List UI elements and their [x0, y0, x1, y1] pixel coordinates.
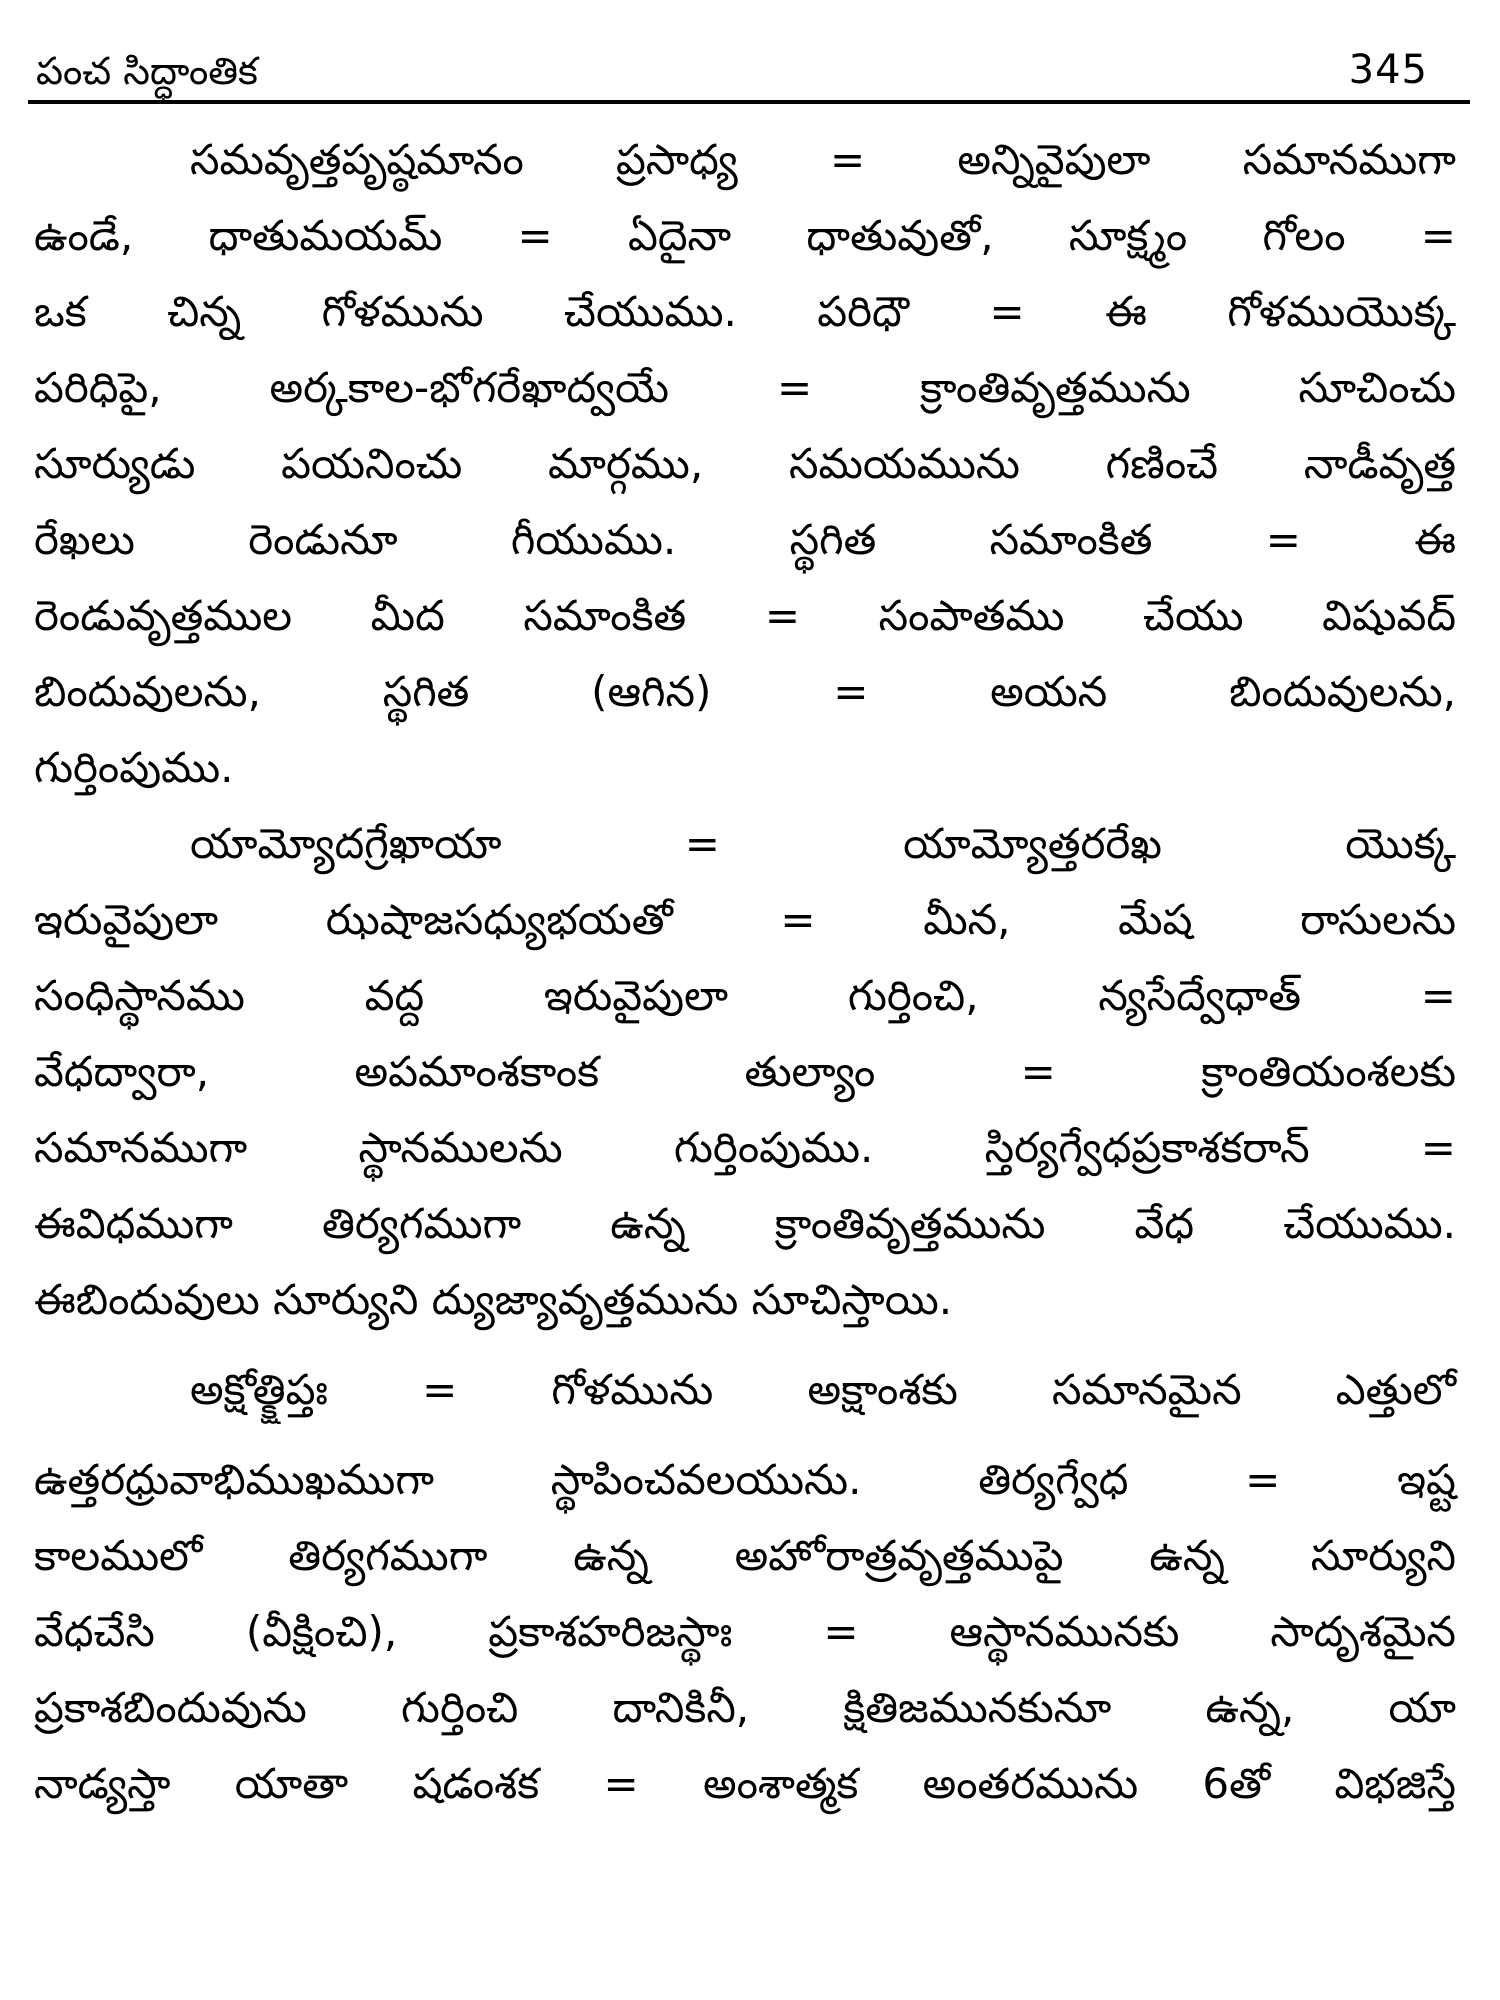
text-line: పరిధిపై, అర్కకాల-భోగరేఖాద్వయే = క్రాంతివృత్తమును సూచించు — [34, 363, 1456, 412]
paragraph-1 — [34, 122, 1456, 806]
text-line: గుర్తింపుము. — [34, 743, 234, 792]
text-line: బిందువులను, స్థగిత (ఆగిన) = అయన బిందువులను, — [34, 667, 1456, 716]
paragraph-3 — [34, 1352, 1456, 1822]
text-line: యామ్యోదగ్రేఖాయా = యామ్యోత్తరరేఖ యొక్క — [190, 819, 1456, 868]
text-line: రెండువృత్తముల మీద సమాంకిత = సంపాతము చేయు విషువద్ — [34, 591, 1456, 640]
text-line: నాడ్యస్తా యాతా షడంశక = అంశాత్మక అంతరమును 6తో విభజిస్తే — [34, 1759, 1456, 1808]
text-line: సూర్యుడు పయనించు మార్గము, సమయమును గణించే నాడీవృత్త — [34, 439, 1456, 488]
text-line: అక్షోత్క్షిప్తః = గోళమును అక్షాంశకు సమానమైన ఎత్తులో — [190, 1365, 1456, 1414]
text-line: ఉత్తరధ్రువాభిముఖముగా స్థాపించవలయును. తిర్యగ్వేధ = ఇష్ట — [34, 1455, 1456, 1504]
body-text — [34, 122, 1456, 1822]
text-line: సంధిస్థానము వద్ద ఇరువైపులా గుర్తించి, న్యసేద్వేధాత్ = — [34, 971, 1456, 1020]
text-line: వేధద్వారా, అపమాంశకాంక తుల్యాం = క్రాంతియంశలకు — [34, 1047, 1456, 1096]
running-title: పంచ సిద్ధాంతిక — [36, 49, 258, 93]
text-line: వేధచేసి (వీక్షించి), ప్రకాశహరిజస్థాః = ఆస్థానమునకు సాదృశమైన — [34, 1607, 1456, 1656]
text-line: ఉండే, ధాతుమయమ్ = ఏదైనా ధాతువుతో, సూక్ష్మం గోలం = — [34, 211, 1456, 260]
text-line: ఈవిధముగా తిర్యగముగా ఉన్న క్రాంతివృత్తమును వేధ చేయుము. — [34, 1199, 1456, 1248]
text-line: ఒక చిన్న గోళమును చేయుము. పరిధౌ = ఈ గోళముయొక్క — [34, 287, 1456, 336]
paragraph-2 — [34, 806, 1456, 1338]
text-line: రేఖలు రెండునూ గీయుము. స్థగిత సమాంకిత = ఈ — [34, 515, 1456, 564]
text-line: ఇరువైపులా ఝషాజసధ్యుభయతో = మీన, మేష రాసులను — [34, 895, 1456, 944]
page-number: 345 — [1348, 47, 1428, 93]
text-line: ఈబిందువులు సూర్యుని ద్యుజ్యావృత్తమును సూచిస్తాయి. — [34, 1275, 953, 1324]
text-line: ప్రకాశబిందువును గుర్తించి దానికినీ, క్షితిజమునకునూ ఉన్న, యా — [34, 1683, 1456, 1732]
page-header — [34, 28, 1456, 96]
text-line: సమానముగా స్థానములను గుర్తింపుము. స్తిర్యగ్వేధప్రకాశకరాన్ = — [34, 1123, 1456, 1172]
text-line: సమవృత్తపృష్ఠమానం ప్రసాధ్య = అన్నివైపులా సమానముగా — [190, 135, 1456, 184]
text-line: కాలములో తిర్యగముగా ఉన్న అహోరాత్రవృత్తముపై ఉన్న సూర్యుని — [34, 1531, 1456, 1580]
header-rule — [28, 100, 1470, 104]
